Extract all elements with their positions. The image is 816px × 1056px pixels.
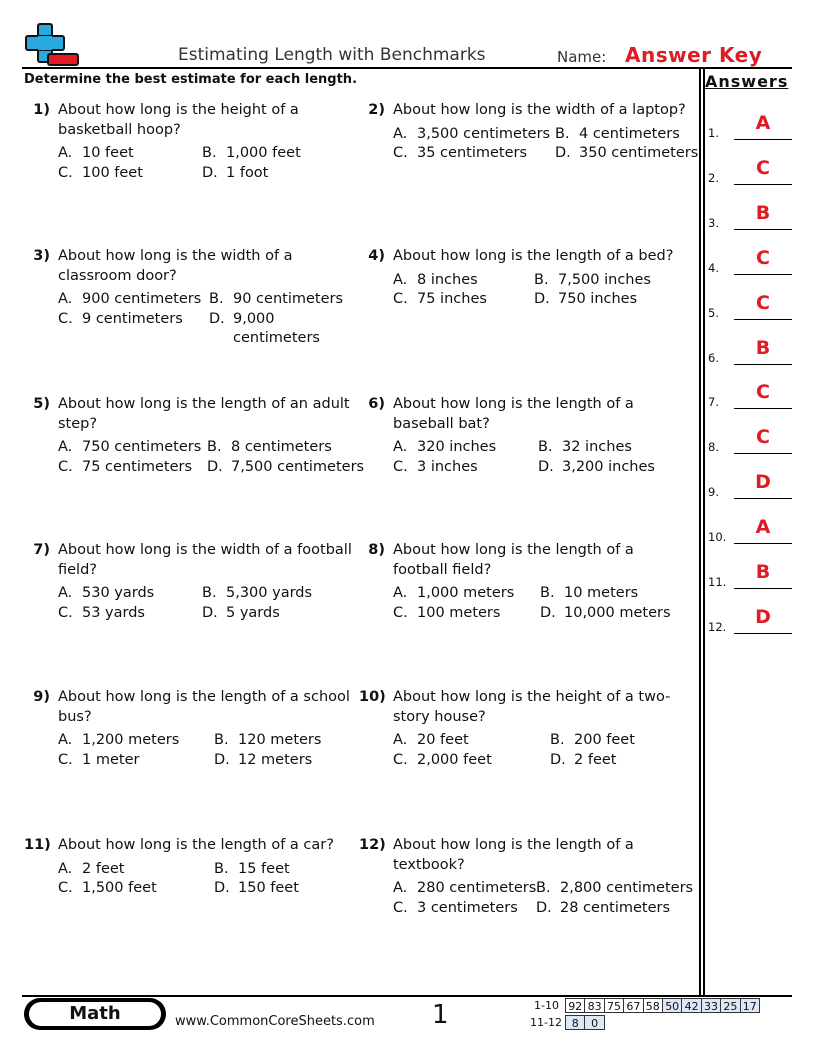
option-letter: B. xyxy=(207,439,222,455)
option-text: 10 feet xyxy=(82,145,134,161)
option-text: 350 centimeters xyxy=(579,145,699,161)
question-number: 7) xyxy=(33,542,50,558)
score-cell: 83 xyxy=(584,998,604,1013)
answer-option-a xyxy=(393,125,550,145)
answer-option-b xyxy=(214,860,290,880)
answer-option-a xyxy=(58,731,179,751)
question-stem: About how long is the length of a baseball bat? xyxy=(393,396,634,432)
option-text: 53 yards xyxy=(82,604,145,621)
answer-number: 10. xyxy=(708,530,727,545)
option-text: 4 centimeters xyxy=(579,125,680,142)
option-letter: C. xyxy=(393,145,408,161)
answer-blank-line xyxy=(734,229,792,230)
option-text: 8 inches xyxy=(417,271,478,288)
question-stem: About how long is the width of a football field? xyxy=(58,542,352,578)
answer-option-a xyxy=(58,144,134,164)
question-stem: About how long is the length of a car? xyxy=(58,837,334,853)
answer-option-a xyxy=(58,584,154,604)
header-divider xyxy=(22,67,792,69)
score-cell: 58 xyxy=(643,998,663,1013)
option-text: 10 meters xyxy=(564,585,639,601)
answer-row xyxy=(708,336,794,365)
option-text: 5 yards xyxy=(226,604,280,621)
option-text: 1 meter xyxy=(82,751,140,768)
answer-option-a xyxy=(393,731,469,751)
option-text: 75 inches xyxy=(417,291,487,307)
option-letter: A. xyxy=(58,585,73,601)
option-letter: C. xyxy=(58,310,73,327)
answer-row xyxy=(708,156,794,185)
question-number: 6) xyxy=(368,396,385,412)
score-cell: 8 xyxy=(565,1015,585,1030)
option-letter: A. xyxy=(393,585,408,601)
question-number: 2) xyxy=(368,102,385,118)
answer-row xyxy=(708,561,794,589)
option-letter: A. xyxy=(393,880,408,896)
option-letter: A. xyxy=(58,860,73,877)
answer-option-a xyxy=(58,438,201,458)
answer-row xyxy=(708,471,794,500)
score-cell: 50 xyxy=(662,998,682,1013)
answer-value: B xyxy=(755,201,771,224)
option-letter: D. xyxy=(207,458,223,475)
score-cell: 92 xyxy=(565,998,585,1013)
answers-column-divider xyxy=(703,67,705,995)
option-text: 3,200 inches xyxy=(562,458,655,475)
answer-value: C xyxy=(756,291,770,314)
option-letter: B. xyxy=(536,880,551,896)
option-letter: C. xyxy=(393,751,408,768)
option-text: 3,500 centimeters xyxy=(417,125,551,142)
answer-option-b xyxy=(207,438,332,458)
option-text: 15 feet xyxy=(238,860,290,877)
answer-key-label: Answer Key xyxy=(625,43,763,67)
answer-number: 12. xyxy=(708,619,727,634)
option-text: 1,000 meters xyxy=(417,585,515,601)
option-letter: B. xyxy=(538,439,553,455)
option-letter: B. xyxy=(214,732,229,748)
option-text: 2 feet xyxy=(82,860,125,877)
score-cell: 33 xyxy=(701,998,721,1013)
answer-option-c xyxy=(58,604,145,624)
option-letter: C. xyxy=(58,751,73,768)
option-letter: C. xyxy=(58,880,73,896)
option-text: 12 meters xyxy=(238,751,313,768)
score-cell: 42 xyxy=(681,998,701,1013)
question-number: 9) xyxy=(33,689,50,705)
answer-blank-line xyxy=(734,184,792,185)
answer-option-b xyxy=(534,271,651,291)
option-text: 7,500 centimeters xyxy=(231,458,365,475)
question-stem: About how long is the height of a basketball hoop? xyxy=(58,102,299,138)
answer-option-a xyxy=(393,271,478,291)
answer-option-a xyxy=(393,584,514,604)
answer-option-d xyxy=(538,458,655,478)
answer-option-d xyxy=(534,290,637,310)
option-text: 200 feet xyxy=(574,732,635,748)
option-text: 7,500 inches xyxy=(558,271,651,288)
answer-row xyxy=(708,516,794,545)
answers-column-divider xyxy=(699,67,701,995)
answer-value: A xyxy=(755,112,771,134)
answer-row xyxy=(708,201,794,230)
answer-option-d xyxy=(209,310,329,349)
answer-option-d xyxy=(202,604,280,624)
question-stem: About how long is the width of a classroom door? xyxy=(58,248,293,284)
option-letter: D. xyxy=(214,880,230,896)
answer-value: A xyxy=(755,516,771,539)
option-letter: B. xyxy=(202,145,217,161)
score-cell: 0 xyxy=(584,1015,604,1030)
question-stem: About how long is the length of a bed? xyxy=(393,248,674,264)
answer-option-a xyxy=(393,879,536,899)
answer-option-c xyxy=(393,458,478,478)
answer-option-a xyxy=(58,290,201,310)
answer-option-b xyxy=(209,290,343,310)
option-text: 10,000 meters xyxy=(564,604,671,621)
option-text: 1,500 feet xyxy=(82,880,157,896)
answer-option-d xyxy=(202,164,268,184)
option-text: 100 feet xyxy=(82,164,143,181)
commoncoresheets-logo xyxy=(24,22,80,68)
option-letter: B. xyxy=(534,271,549,288)
answer-blank-line xyxy=(734,139,792,140)
option-text: 5,300 yards xyxy=(226,585,313,601)
answer-option-a xyxy=(393,438,496,458)
option-text: 1,000 feet xyxy=(226,145,301,161)
option-letter: D. xyxy=(202,164,218,181)
answer-option-b xyxy=(536,879,693,899)
answer-option-d xyxy=(550,751,616,771)
option-text: 75 centimeters xyxy=(82,458,193,475)
answer-number: 9. xyxy=(708,485,719,500)
question-number: 8) xyxy=(368,542,385,558)
option-text: 1,200 meters xyxy=(82,732,180,748)
option-text: 120 meters xyxy=(238,732,322,748)
answer-value: C xyxy=(756,381,770,404)
answer-option-c xyxy=(393,751,492,771)
option-text: 100 meters xyxy=(417,604,501,621)
worksheet-title: Estimating Length with Benchmarks xyxy=(178,45,486,65)
score-cell: 25 xyxy=(720,998,740,1013)
answer-row xyxy=(708,291,794,320)
answer-number: 11. xyxy=(708,575,727,589)
option-text: 2,000 feet xyxy=(417,751,492,768)
score-cell: 17 xyxy=(740,998,760,1013)
answer-row xyxy=(708,605,794,634)
option-letter: A. xyxy=(393,125,408,142)
answer-option-c xyxy=(393,290,487,310)
option-letter: D. xyxy=(540,604,556,621)
answer-number: 5. xyxy=(708,305,719,320)
answer-value: C xyxy=(756,426,770,449)
option-letter: B. xyxy=(214,860,229,877)
answer-option-c xyxy=(393,899,518,919)
option-letter: C. xyxy=(393,899,408,916)
answer-blank-line xyxy=(734,364,792,365)
option-text: 2 feet xyxy=(574,751,617,768)
option-text: 90 centimeters xyxy=(233,291,344,307)
score-cell: 75 xyxy=(604,998,624,1013)
option-letter: D. xyxy=(209,310,225,327)
option-letter: A. xyxy=(58,439,73,455)
answer-number: 7. xyxy=(708,395,719,410)
answer-number: 3. xyxy=(708,215,719,230)
answer-option-b xyxy=(555,125,680,145)
answer-option-b xyxy=(540,584,638,604)
option-letter: C. xyxy=(58,458,73,475)
option-letter: B. xyxy=(209,291,224,307)
answer-option-d xyxy=(536,899,670,919)
option-letter: C. xyxy=(393,604,408,621)
option-text: 530 yards xyxy=(82,585,155,601)
answer-blank-line xyxy=(734,453,792,454)
answer-option-d xyxy=(540,604,671,624)
option-text: 20 feet xyxy=(417,732,469,748)
option-letter: D. xyxy=(536,899,552,916)
question-stem: About how long is the width of a laptop? xyxy=(393,102,686,118)
answer-number: 8. xyxy=(708,440,719,455)
answer-option-c xyxy=(58,751,139,771)
answer-option-b xyxy=(550,731,635,751)
answer-number: 4. xyxy=(708,260,719,275)
option-text: 9,000 centimeters xyxy=(233,310,320,346)
option-letter: B. xyxy=(550,732,565,748)
option-letter: A. xyxy=(393,732,408,748)
answer-option-b xyxy=(214,731,321,751)
question-number: 3) xyxy=(33,248,50,264)
option-text: 3 centimeters xyxy=(417,899,518,916)
answer-row xyxy=(708,246,794,275)
option-letter: A. xyxy=(58,291,73,307)
answer-option-b xyxy=(538,438,632,458)
answer-option-c xyxy=(58,458,192,478)
answer-value: B xyxy=(755,336,771,359)
answer-option-d xyxy=(214,879,299,899)
score-row-label: 1-10 xyxy=(534,999,559,1012)
answer-row xyxy=(708,381,794,410)
option-letter: A. xyxy=(58,732,73,748)
answer-option-b xyxy=(202,584,312,604)
option-letter: C. xyxy=(393,291,408,307)
option-text: 32 inches xyxy=(562,439,632,455)
answer-number: 6. xyxy=(708,350,719,365)
option-letter: A. xyxy=(393,439,408,455)
option-letter: D. xyxy=(555,145,571,161)
answer-row xyxy=(708,112,794,140)
answer-option-d xyxy=(214,751,312,771)
answer-value: D xyxy=(755,605,771,628)
page-number: 1 xyxy=(432,1000,449,1030)
answer-blank-line xyxy=(734,633,792,634)
answer-blank-line xyxy=(734,319,792,320)
option-letter: D. xyxy=(214,751,230,768)
option-letter: C. xyxy=(58,164,73,181)
option-letter: C. xyxy=(393,458,408,475)
answer-option-b xyxy=(202,144,301,164)
option-text: 750 inches xyxy=(558,291,638,307)
option-text: 1 foot xyxy=(226,164,269,181)
option-letter: D. xyxy=(538,458,554,475)
answer-blank-line xyxy=(734,408,792,409)
answer-value: B xyxy=(755,561,771,583)
option-text: 150 feet xyxy=(238,880,299,896)
answer-option-c xyxy=(58,164,143,184)
option-letter: C. xyxy=(58,604,73,621)
question-number: 5) xyxy=(33,396,50,412)
question-stem: About how long is the length of an adult step? xyxy=(58,396,350,432)
question-number: 1) xyxy=(33,102,50,118)
option-letter: B. xyxy=(540,585,555,601)
answer-option-c xyxy=(58,310,183,330)
answer-blank-line xyxy=(734,588,792,589)
answer-blank-line xyxy=(734,543,792,544)
answer-option-c xyxy=(58,879,157,899)
answer-number: 2. xyxy=(708,170,719,185)
answer-value: D xyxy=(755,471,771,494)
option-text: 320 inches xyxy=(417,439,497,455)
subject-label: Math xyxy=(29,1002,161,1026)
question-number: 11) xyxy=(24,837,51,853)
option-text: 900 centimeters xyxy=(82,291,202,307)
option-text: 35 centimeters xyxy=(417,145,528,161)
answers-heading: Answers xyxy=(705,72,789,91)
name-label: Name: xyxy=(557,48,607,66)
option-text: 280 centimeters xyxy=(417,880,537,896)
option-text: 9 centimeters xyxy=(82,310,183,327)
option-text: 8 centimeters xyxy=(231,439,332,455)
score-cell: 67 xyxy=(623,998,643,1013)
option-letter: D. xyxy=(550,751,566,768)
option-text: 3 inches xyxy=(417,458,478,475)
option-letter: B. xyxy=(202,585,217,601)
answer-number: 1. xyxy=(708,126,719,140)
option-letter: A. xyxy=(393,271,408,288)
answer-blank-line xyxy=(734,498,792,499)
website-link[interactable]: www.CommonCoreSheets.com xyxy=(175,1014,375,1029)
question-number: 12) xyxy=(359,837,386,853)
answer-option-d xyxy=(555,144,698,164)
question-stem: About how long is the length of a textbook? xyxy=(393,837,634,873)
option-letter: D. xyxy=(534,291,550,307)
question-stem: About how long is the length of a school bus? xyxy=(58,689,350,725)
answer-value: C xyxy=(756,156,770,179)
option-letter: D. xyxy=(202,604,218,621)
option-text: 2,800 centimeters xyxy=(560,880,694,896)
score-row-label: 11-12 xyxy=(530,1016,562,1029)
option-letter: B. xyxy=(555,125,570,142)
option-text: 28 centimeters xyxy=(560,899,671,916)
option-letter: A. xyxy=(58,145,73,161)
answer-option-c xyxy=(393,144,527,164)
answer-option-c xyxy=(393,604,500,624)
answer-option-d xyxy=(207,458,364,478)
instructions: Determine the best estimate for each length. xyxy=(24,72,358,87)
option-text: 750 centimeters xyxy=(82,439,202,455)
question-number: 10) xyxy=(359,689,386,705)
question-stem: About how long is the height of a two-story house? xyxy=(393,689,671,725)
answer-blank-line xyxy=(734,274,792,275)
question-number: 4) xyxy=(368,248,385,264)
question-stem: About how long is the length of a football field? xyxy=(393,542,634,578)
answer-value: C xyxy=(756,246,770,269)
footer-divider xyxy=(22,995,792,997)
answer-row xyxy=(708,426,794,455)
answer-option-a xyxy=(58,860,124,880)
